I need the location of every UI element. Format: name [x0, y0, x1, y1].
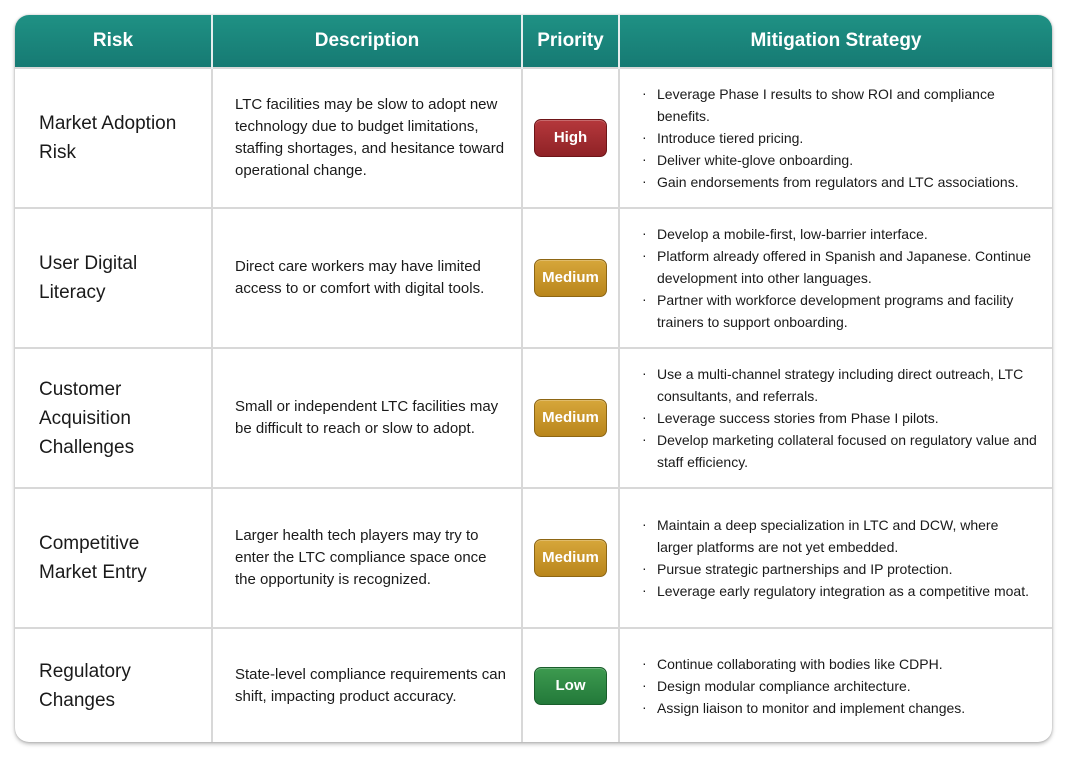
mitigation-item: · Introduce tiered pricing.: [642, 127, 1038, 149]
table-row: [15, 488, 1052, 628]
mitigation-item: · Develop marketing collateral focused on regulatory value and staff efficiency.: [642, 429, 1038, 473]
mitigation-item: · Continue collaborating with bodies like CDPH.: [642, 653, 1038, 675]
priority-cell: [522, 208, 619, 348]
mitigation-cell: [619, 68, 1052, 208]
risk-description: Direct care workers may have limited access to or comfort with digital tools.: [212, 208, 522, 348]
mitigation-item: · Use a multi-channel strategy including direct outreach, LTC consultants, and referrals.: [642, 363, 1038, 407]
risk-description: LTC facilities may be slow to adopt new technology due to budget limitations, staffing shortages, and hesitance toward operational change.: [212, 68, 522, 208]
mitigation-item: · Leverage early regulatory integration as a competitive moat.: [642, 580, 1038, 602]
mitigation-cell: [619, 348, 1052, 488]
mitigation-item: · Partner with workforce development programs and facility trainers to support onboarding.: [642, 289, 1038, 333]
mitigation-list: [642, 363, 1038, 473]
priority-cell: [522, 348, 619, 488]
mitigation-item: · Design modular compliance architecture.: [642, 675, 1038, 697]
risk-name-text: Customer Acquisition Challenges: [39, 378, 135, 458]
table-row: [15, 208, 1052, 348]
priority-badge-medium: Medium: [534, 399, 607, 437]
mitigation-cell: [619, 208, 1052, 348]
mitigation-list: [642, 514, 1038, 602]
priority-badge-low: Low: [534, 667, 607, 705]
mitigation-item: · Pursue strategic partnerships and IP protection.: [642, 558, 1038, 580]
mitigation-item: · Develop a mobile-first, low-barrier interface.: [642, 223, 1038, 245]
mitigation-item: · Leverage Phase I results to show ROI and compliance benefits.: [642, 83, 1038, 127]
mitigation-item: · Gain endorsements from regulators and LTC associations.: [642, 171, 1038, 193]
mitigation-list: [642, 83, 1038, 193]
table-row: [15, 68, 1052, 208]
risk-name: [15, 208, 212, 348]
priority-cell: [522, 628, 619, 742]
risk-name: [15, 488, 212, 628]
table-row: [15, 628, 1052, 742]
mitigation-list: [642, 223, 1038, 333]
risk-table-card: [15, 15, 1052, 742]
priority-cell: [522, 68, 619, 208]
mitigation-item: · Deliver white-glove onboarding.: [642, 149, 1038, 171]
risk-description: State-level compliance requirements can shift, impacting product accuracy.: [212, 628, 522, 742]
mitigation-item: · Assign liaison to monitor and implement changes.: [642, 697, 1038, 719]
header-description: Description: [212, 15, 522, 68]
risk-name: [15, 348, 212, 488]
risk-table: [15, 15, 1052, 742]
header-mitigation: Mitigation Strategy: [619, 15, 1052, 68]
priority-badge-medium: Medium: [534, 539, 607, 577]
priority-badge-medium: Medium: [534, 259, 607, 297]
mitigation-item: · Maintain a deep specialization in LTC and DCW, where larger platforms are not yet embedded.: [642, 514, 1038, 558]
mitigation-cell: [619, 628, 1052, 742]
priority-cell: [522, 488, 619, 628]
risk-description: Small or independent LTC facilities may be difficult to reach or slow to adopt.: [212, 348, 522, 488]
mitigation-item: · Platform already offered in Spanish and Japanese. Continue development into other languages.: [642, 245, 1038, 289]
header-priority: Priority: [522, 15, 619, 68]
risk-description: Larger health tech players may try to enter the LTC compliance space once the opportunity is recognized.: [212, 488, 522, 628]
risk-name-text: Competitive Market Entry: [39, 533, 147, 583]
table-row: [15, 348, 1052, 488]
priority-badge-high: High: [534, 119, 607, 157]
risk-name: [15, 68, 212, 208]
header-risk: Risk: [15, 15, 212, 68]
table-header-row: [15, 15, 1052, 68]
risk-name-text: User Digital Literacy: [39, 253, 138, 303]
mitigation-list: [642, 653, 1038, 719]
risk-name-text: Regulatory Changes: [39, 661, 131, 711]
mitigation-item: · Leverage success stories from Phase I pilots.: [642, 407, 1038, 429]
risk-name: [15, 628, 212, 742]
mitigation-cell: [619, 488, 1052, 628]
risk-name-text: Market Adoption Risk: [39, 113, 177, 163]
